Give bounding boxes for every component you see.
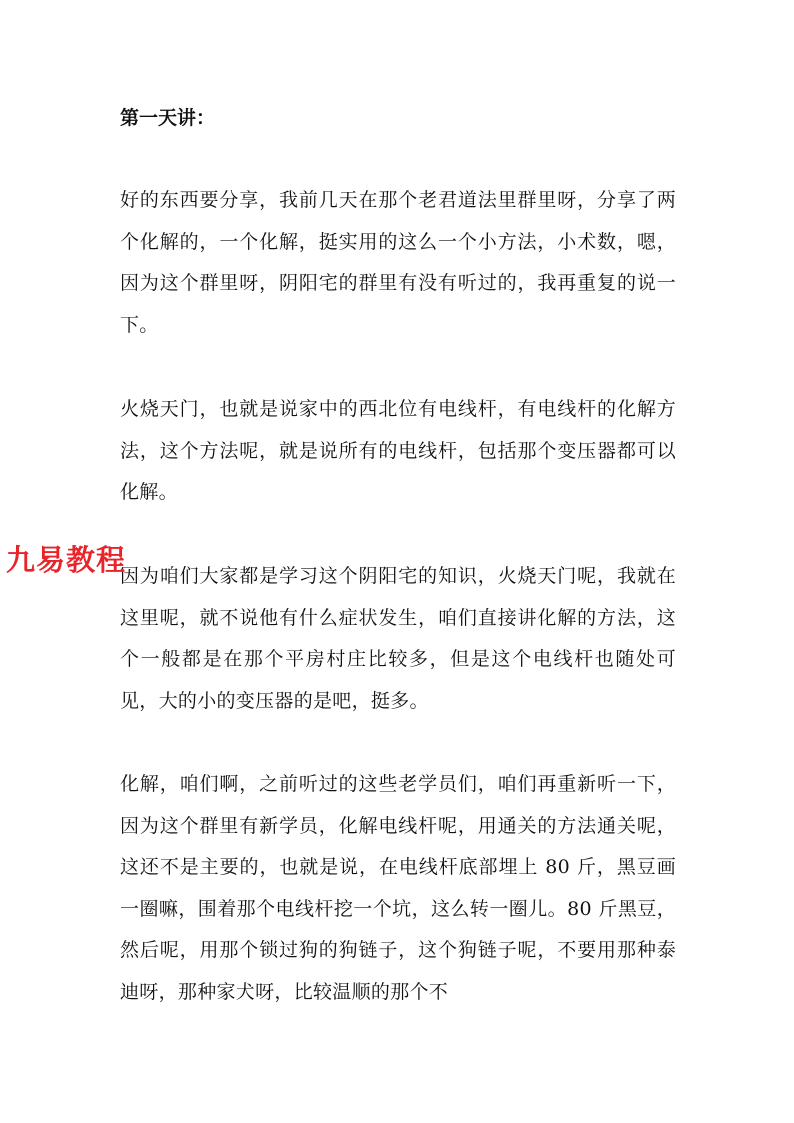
paragraph-sharing-intro: 好的东西要分享，我前几天在那个老君道法里群里呀，分享了两个化解的，一个化解，挺实用的这么一个小方法，小术数，嗯，因为这个群里呀，阴阳宅的群里有没有听过的，我再重复的说一下。	[120, 189, 676, 336]
paragraph-fire-heaven-gate: 火烧天门，也就是说家中的西北位有电线杆，有电线杆的化解方法，这个方法呢，就是说所有的电线杆，包括那个变压器都可以化解。	[120, 398, 676, 503]
paragraph-remedy-context: 因为咱们大家都是学习这个阴阳宅的知识，火烧天门呢，我就在这里呢，就不说他有什么症状发生，咱们直接讲化解的方法，这个一般都是在那个平房村庄比较多，但是这个电线杆也随处可见，大的小的变压器的是吧，挺多。	[120, 565, 676, 712]
watermark-logo: 九易教程	[6, 543, 127, 577]
paragraph-remedy-method: 化解，咱们啊，之前听过的这些老学员们，咱们再重新听一下，因为这个群里有新学员，化解电线杆呢，用通关的方法通关呢，这还不是主要的，也就是说，在电线杆底部埋上 80 斤，黑豆画一圈嘛，围着那个电线杆挖一个坑，这么转一圈儿。80 斤黑豆，然后呢，用那个锁过狗的狗链子，这个狗链子呢，不要用那种泰迪呀，那种家犬呀，比较温顺的那个不	[120, 773, 676, 1003]
lecture-heading: 第一天讲：	[120, 107, 216, 129]
